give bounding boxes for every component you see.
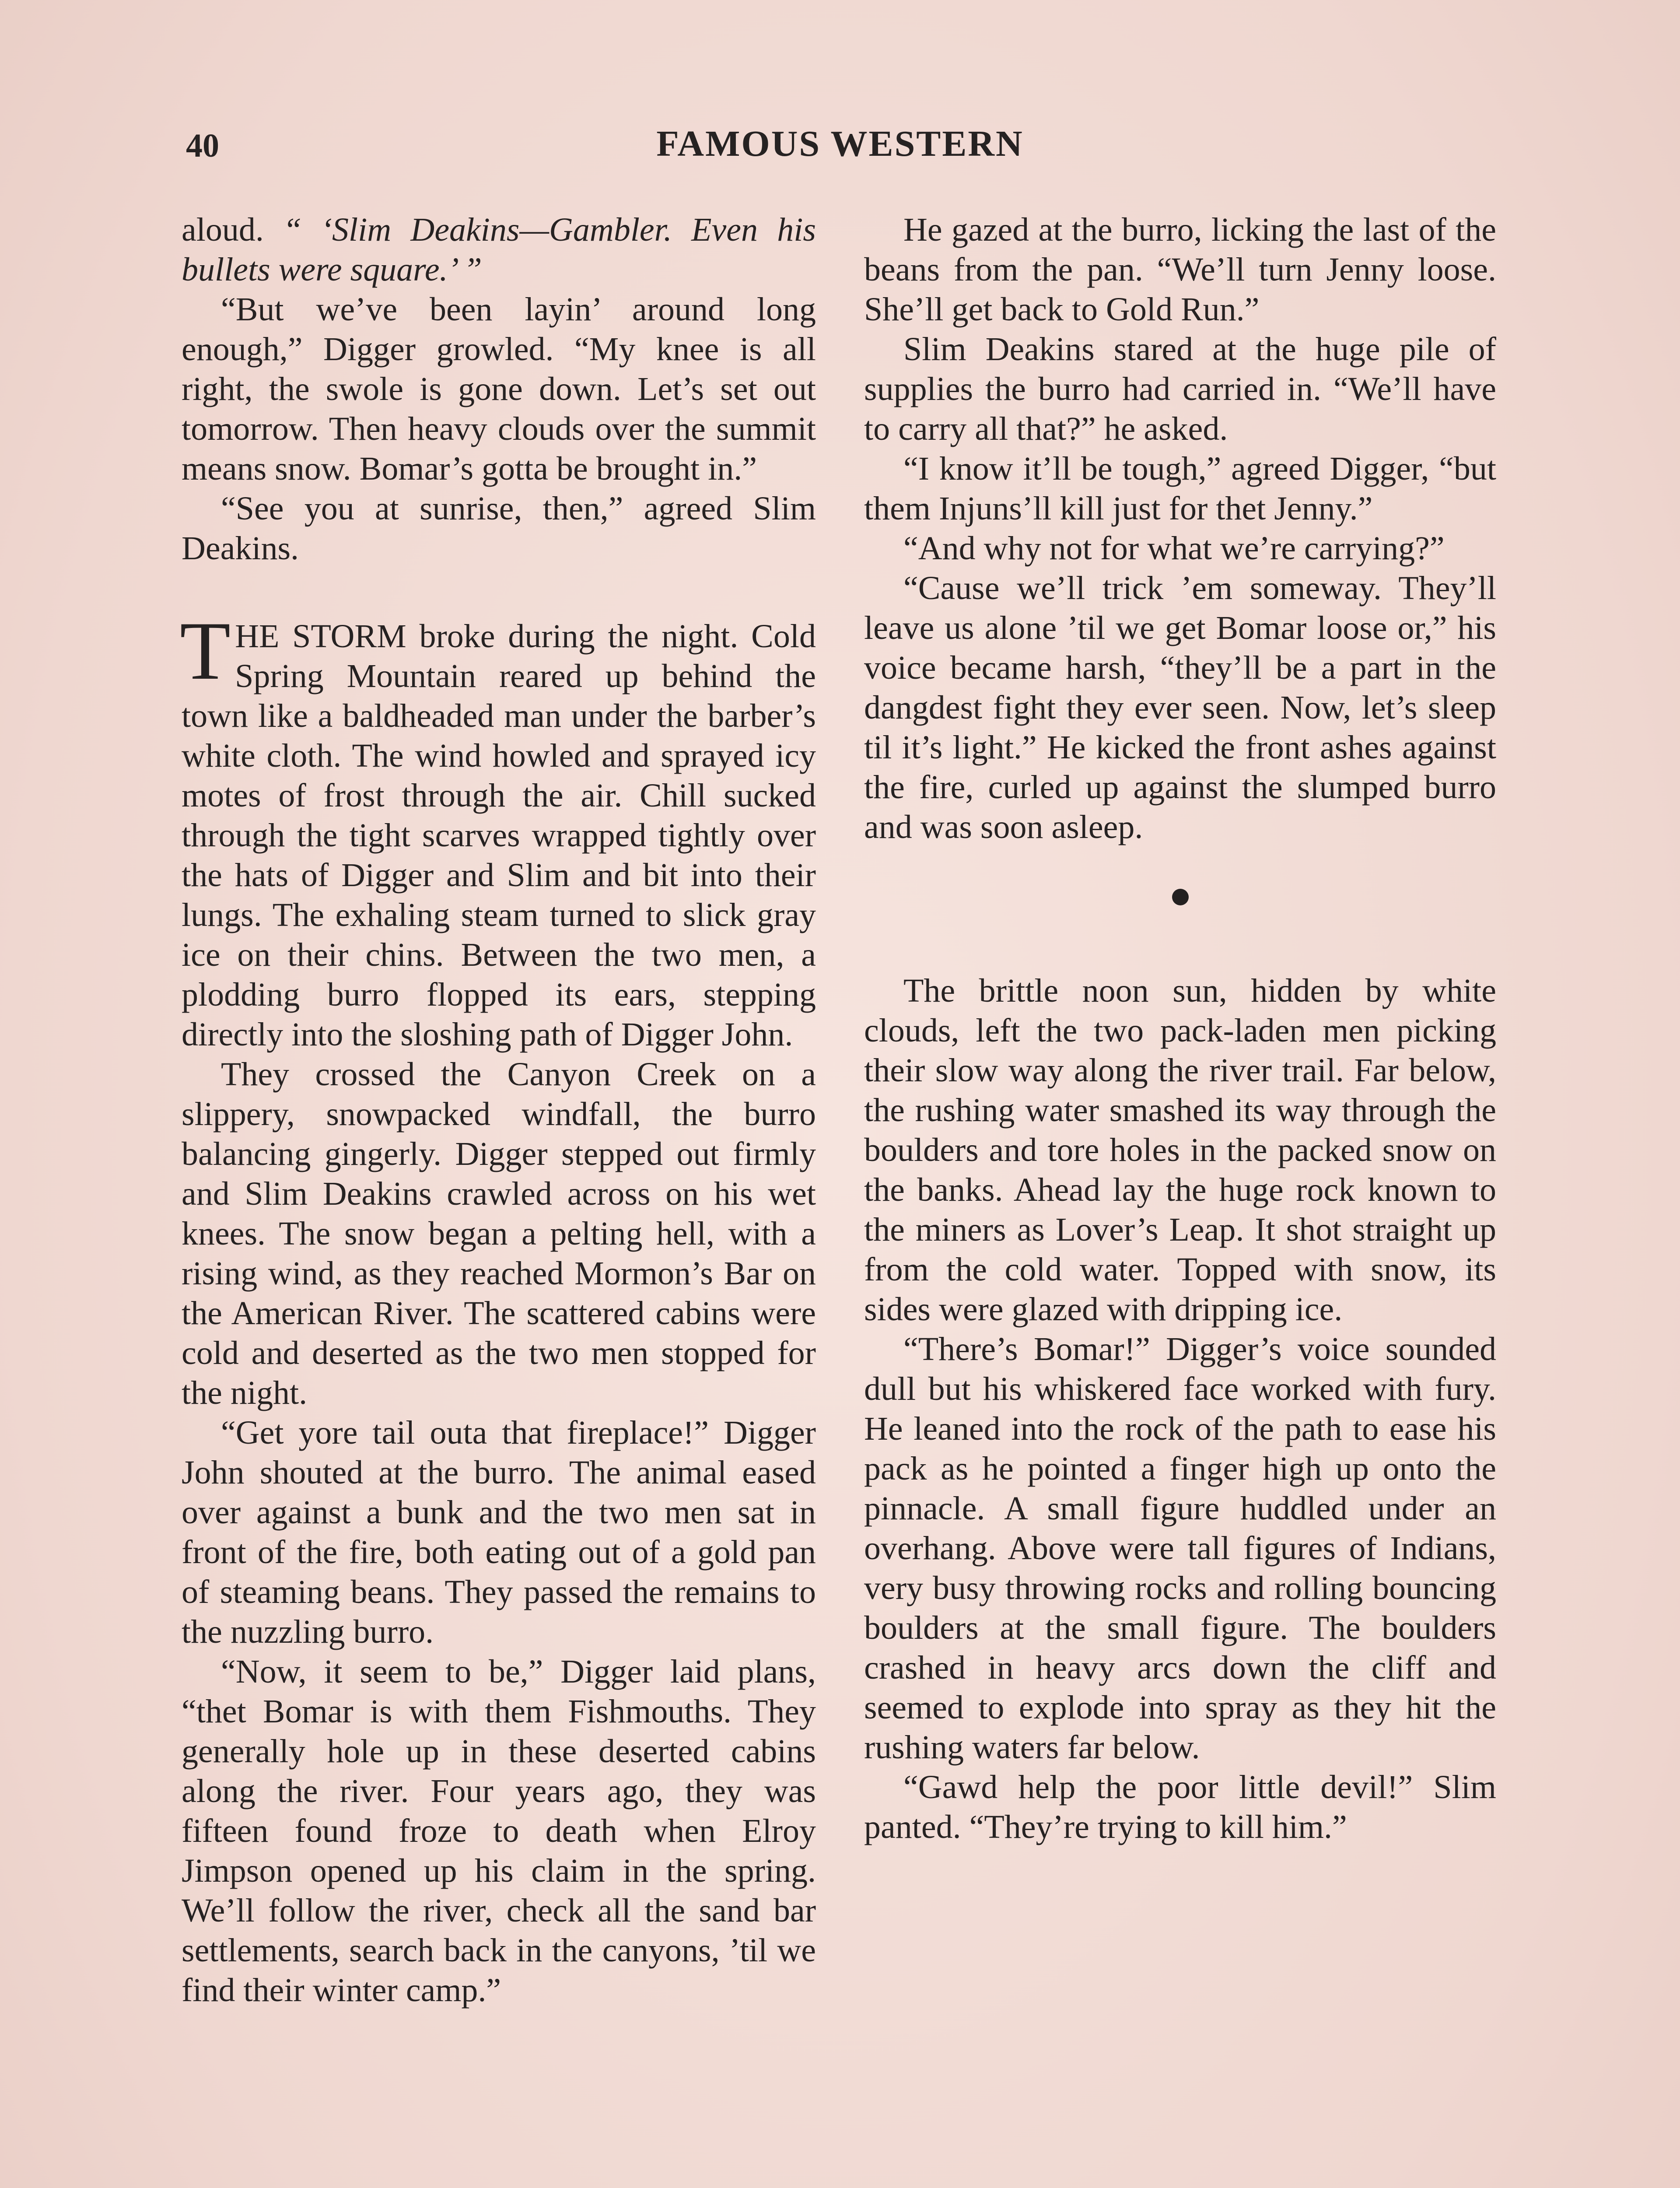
paragraph: “Now, it seem to be,” Digger laid plans, “thet Bomar is with them Fishmouths. They generally hole up in these deserted cabins along the river. Four years ago, they was fifteen found froze to death when Elroy Jimpson opened up his claim in the spring. We’ll follow the river, check all the sand bar settlements, search back in the canyons, ’til we find their winter camp.” — [182, 1653, 816, 2009]
paragraph: The brittle noon sun, hidden by white clouds, left the two pack-laden men picking their slow way along the river trail. Far below, the rushing water smashed its way through the boulders and tore holes in the packed snow on the banks. Ahead lay the huge rock known to the miners as Lover’s Leap. It shot straight up from the cold water. Topped with snow, its sides were glazed with dripping ice. — [864, 972, 1496, 1328]
epitaph-quote: “ ‘Slim Deakins—Gambler. Even his bullets were square.’ ” — [182, 211, 816, 288]
paragraph: aloud. “ ‘Slim Deakins—Gambler. Even his bullets were square.’ ” — [182, 211, 816, 288]
paragraph: He gazed at the burro, licking the last of the beans from the pan. “We’ll turn Jenny loose. She’ll get back to Gold Run.” — [864, 211, 1496, 328]
page-number: 40 — [186, 127, 219, 164]
section-break-dot — [1172, 889, 1189, 905]
paragraph: “Get yore tail outa that fireplace!” Digger John shouted at the burro. The animal eased over against a bunk and the two men sat in front of the fire, both eating out of a gold pan of steaming beans. They passed the remains to the nuzzling burro. — [182, 1414, 816, 1650]
drop-cap: T — [180, 605, 231, 697]
paragraph: “I know it’ll be tough,” agreed Digger, “but them Injuns’ll kill just for thet Jenny.” — [864, 450, 1496, 527]
paragraph: “But we’ve been layin’ around long enough,” Digger growled. “My knee is all right, the swole is gone down. Let’s set out tomorrow. Then heavy clouds over the summit means snow. Bomar’s gotta be brought in.” — [182, 291, 816, 487]
paragraph: Slim Deakins stared at the huge pile of supplies the burro had carried in. “We’ll have to carry all that?” he asked. — [864, 331, 1496, 447]
section-opening-paragraph: THE STORM broke during the night. Cold Spring Mountain reared up behind the town like a baldheaded man under the barber’s white cloth. The wind howled and sprayed icy motes of frost through the air. Chill sucked through the tight scarves wrapped tightly over the hats of Digger and Slim and bit into their lungs. The exhaling steam turned to slick gray ice on their chins. Between the two men, a plodding burro flopped its ears, stepping directly into the sloshing path of Digger John. — [180, 605, 816, 1053]
right-column — [864, 210, 1496, 1847]
paragraph: “See you at sunrise, then,” agreed Slim Deakins. — [182, 490, 816, 567]
paragraph: “There’s Bomar!” Digger’s voice sounded dull but his whiskered face worked with fury. He leaned into the rock of the path to ease his pack as he pointed a finger high up onto the pinnacle. A small figure huddled under an overhang. Above were tall figures of Indians, very busy throwing rocks and rolling bouncing boulders at the small figure. The boulders crashed in heavy arcs down the cliff and seemed to explode into spray as they hit the rushing waters far below. — [864, 1331, 1496, 1766]
paragraph: They crossed the Canyon Creek on a slippery, snowpacked windfall, the burro balancing gingerly. Digger stepped out firmly and Slim Deakins crawled across on his wet knees. The snow began a pelting hell, with a rising wind, as they reached Mormon’s Bar on the American River. The scattered cabins were cold and deserted as the two men stopped for the night. — [182, 1056, 816, 1411]
paragraph: “Cause we’ll trick ’em someway. They’ll leave us alone ’til we get Bomar loose or,” his voice became harsh, “they’ll be a part in the dangdest fight they ever seen. Now, let’s sleep til it’s light.” He kicked the front ashes against the fire, curled up against the slumped burro and was soon asleep. — [864, 570, 1496, 845]
running-head-title: FAMOUS WESTERN — [656, 123, 1024, 164]
left-column — [182, 210, 816, 2010]
paragraph: “And why not for what we’re carrying?” — [903, 530, 1445, 567]
paragraph: “Gawd help the poor little devil!” Slim panted. “They’re trying to kill him.” — [864, 1769, 1496, 1845]
